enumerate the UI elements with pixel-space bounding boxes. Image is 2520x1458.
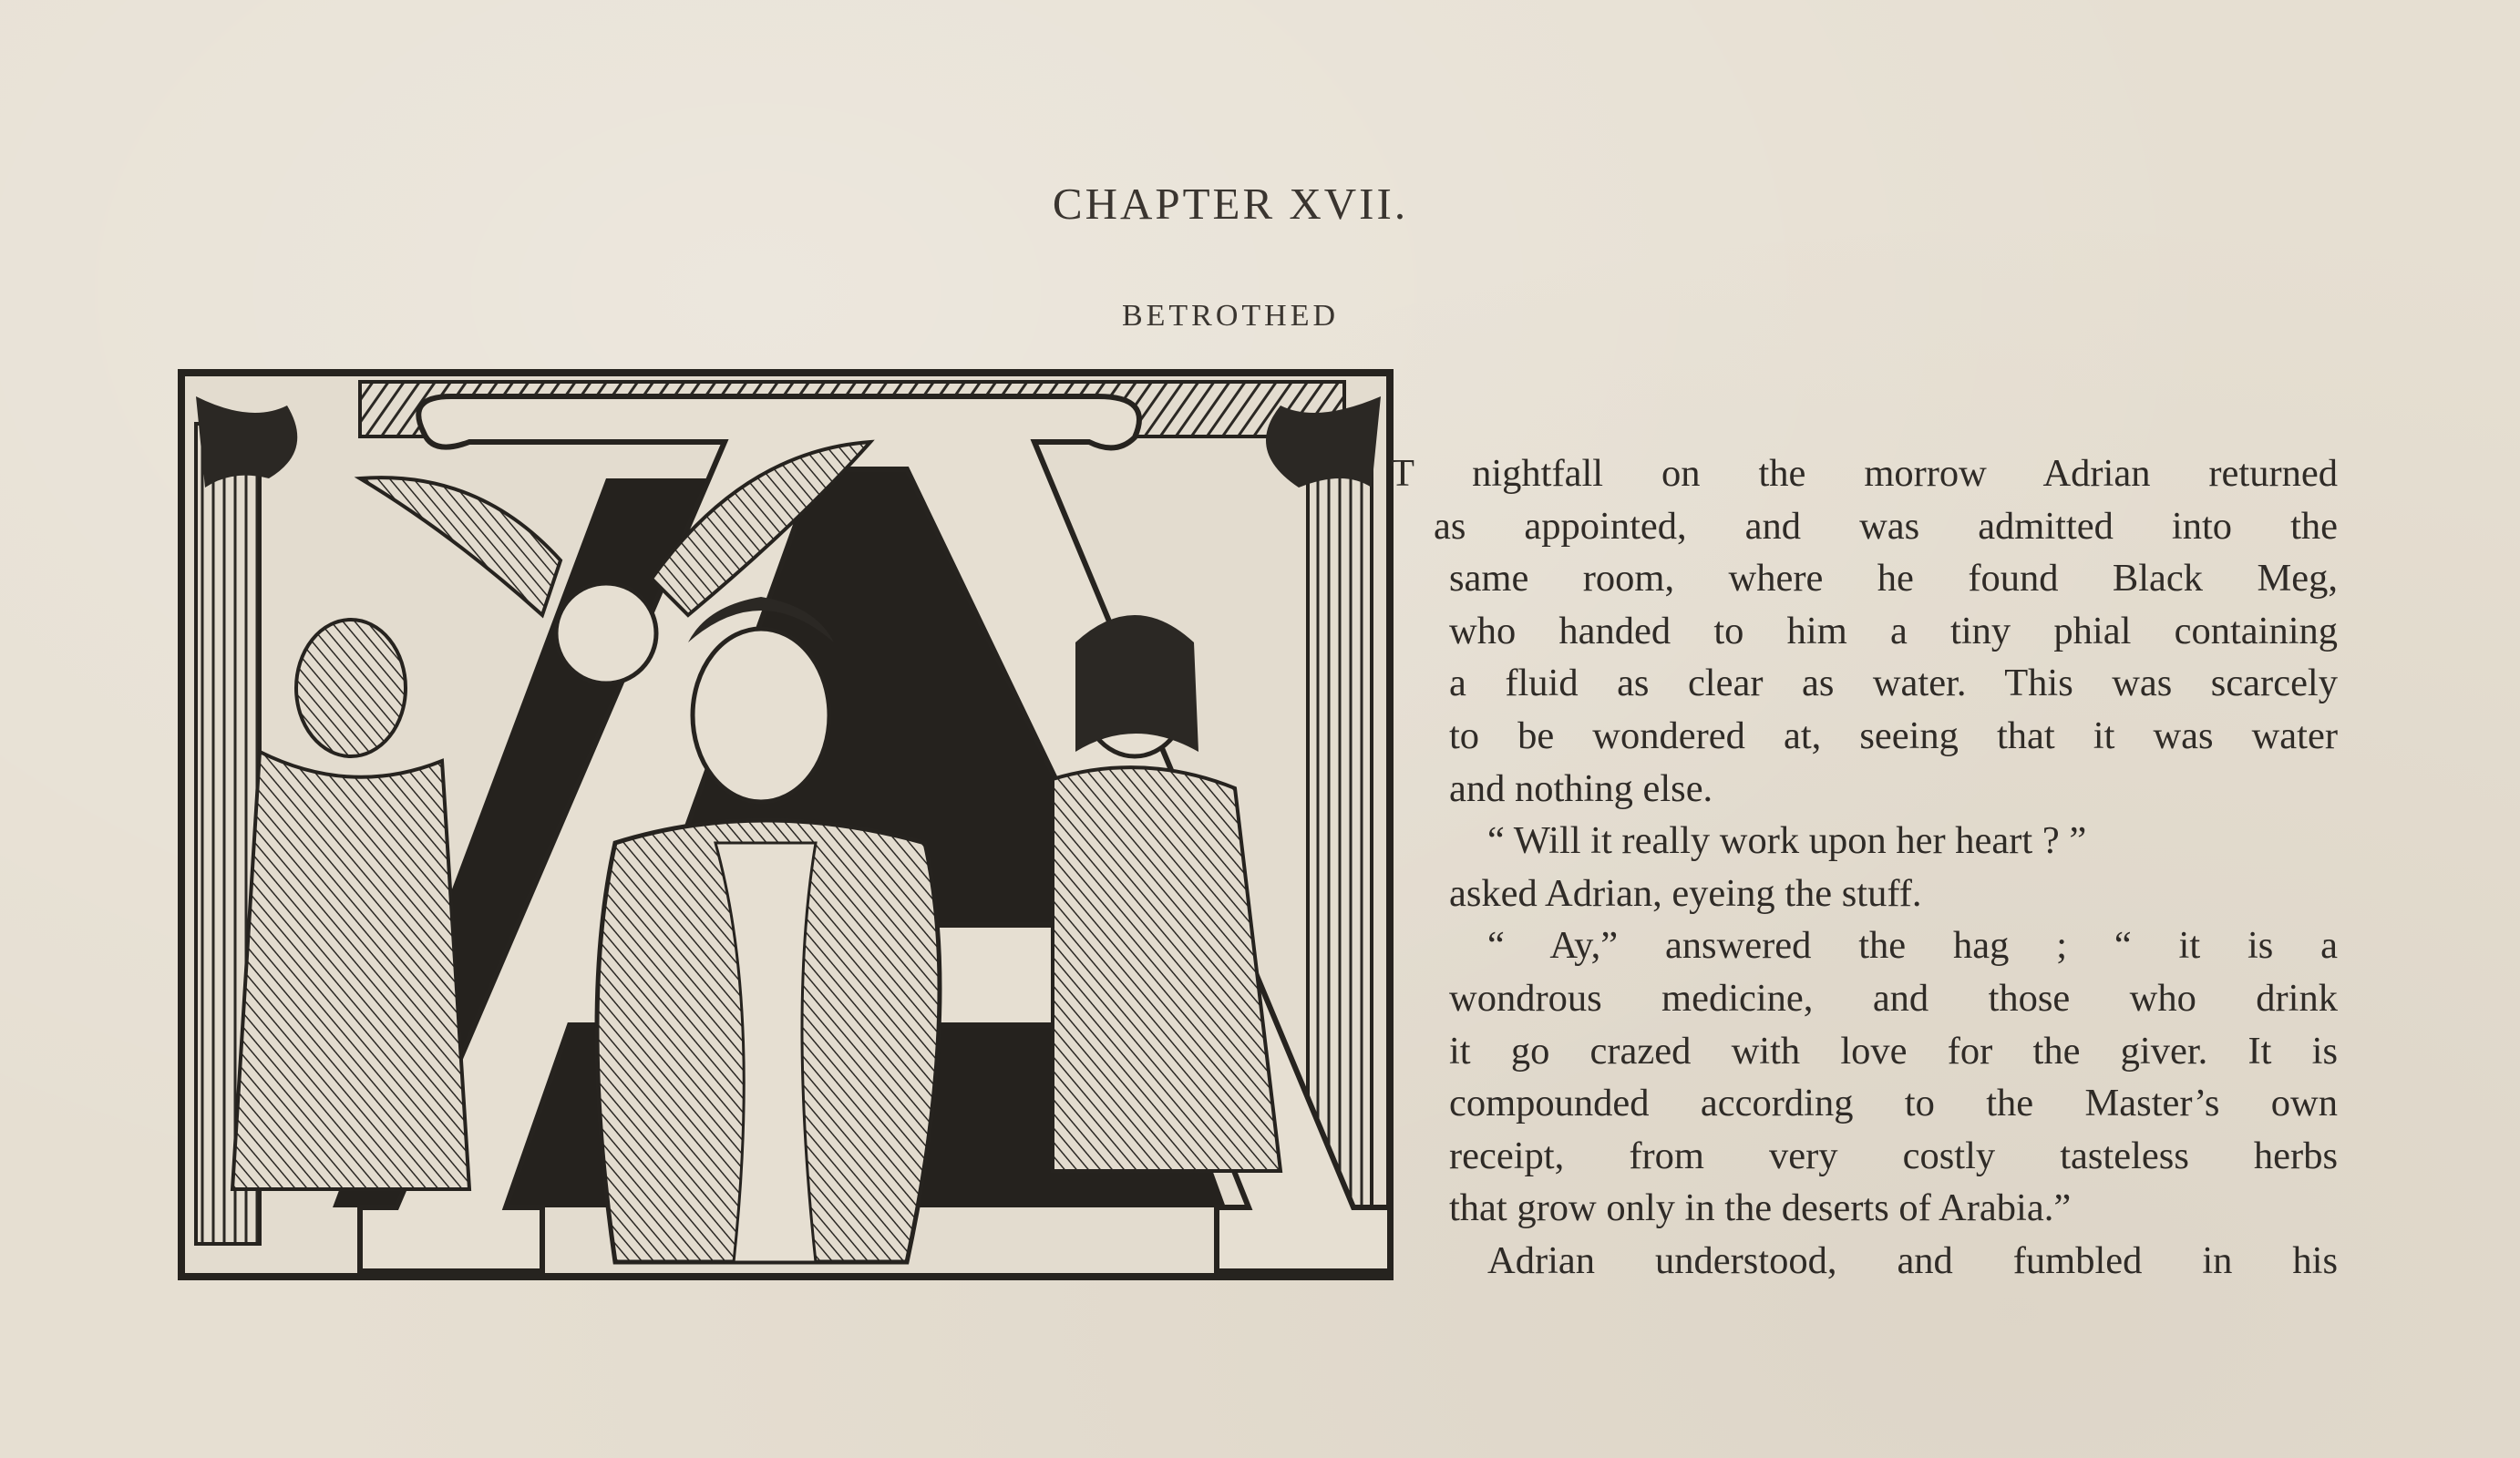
text-line: to be wondered at, seeing that it was water: [1449, 714, 2338, 757]
text-line: wondrous medicine, and those who drink: [1449, 976, 2338, 1020]
text-line: same room, where he found Black Meg,: [1449, 557, 2338, 601]
decorated-letter-a-engraving: [178, 369, 1399, 1280]
text-line: who handed to him a tiny phial containing: [1449, 609, 2338, 652]
chapter-title: CHAPTER XVII.: [1052, 179, 1409, 229]
chapter-subtitle: BETROTHED: [1121, 299, 1340, 333]
text-line: compounded according to the Master’s own: [1449, 1082, 2338, 1125]
text-line: “ Will it really work upon her heart ? ”: [1487, 819, 2087, 863]
text-line: a fluid as clear as water. This was scarcely: [1449, 662, 2338, 705]
text-line: asked Adrian, eyeing the stuff.: [1449, 871, 1922, 915]
text-line: it go crazed with love for the giver. It is: [1449, 1029, 2338, 1073]
text-line: Adrian understood, and fumbled in his: [1487, 1238, 2338, 1282]
illuminated-initial-illustration: [178, 369, 1399, 1280]
text-line: as appointed, and was admitted into the: [1434, 504, 2338, 548]
text-line: and nothing else.: [1449, 766, 1713, 810]
text-line: T nightfall on the morrow Adrian returned: [1391, 452, 2338, 495]
text-line: that grow only in the deserts of Arabia.”: [1449, 1186, 2072, 1230]
text-line: receipt, from very costly tasteless herbs: [1449, 1134, 2338, 1177]
chapter-body-text: [1391, 447, 2338, 1288]
text-line: “ Ay,” answered the hag ; “ it is a: [1487, 924, 2338, 968]
